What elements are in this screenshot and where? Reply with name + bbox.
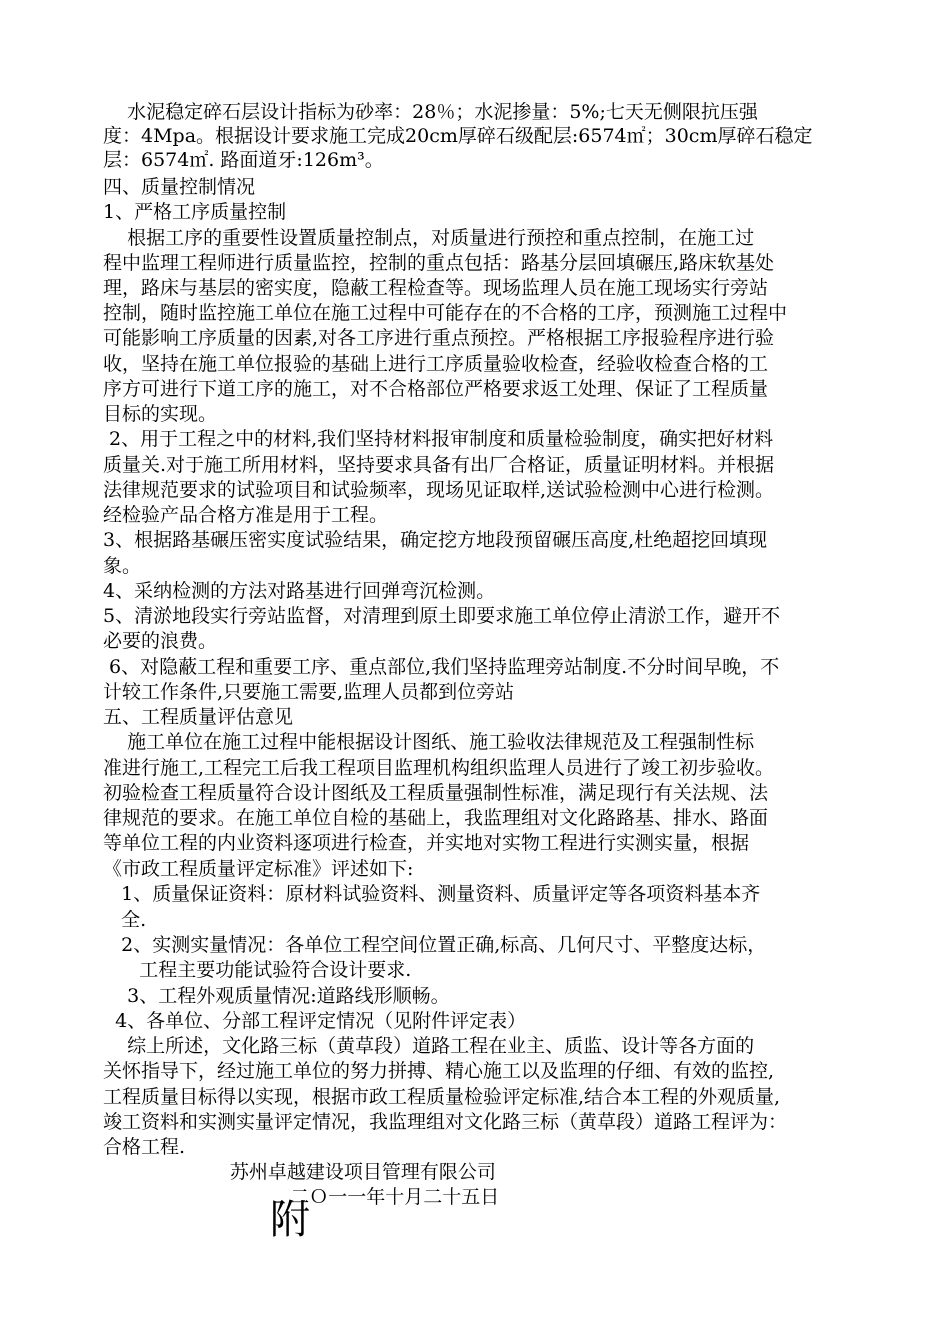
text-line: 2、用于工程之中的材料,我们坚持材料报审制度和质量检验制度，确实把好材料: [103, 428, 774, 450]
text-line: 5、清淤地段实行旁站监督，对清理到原土即要求施工单位停止清淤工作，避开不: [103, 605, 781, 627]
text-line: 程中监理工程师进行质量监控，控制的重点包括：路基分层回填碾压,路床软基处: [103, 252, 775, 274]
text-line: 二Ｏ一一年十月二十五日: [103, 1186, 500, 1208]
text-line: 综上所述，文化路三标（黄草段）道路工程在业主、质监、设计等各方面的: [103, 1035, 755, 1057]
text-line: 工程质量目标得以实现，根据市政工程质量检验评定标准,结合本工程的外观质量,: [103, 1086, 781, 1108]
text-line: 目标的实现。: [103, 403, 218, 425]
text-line: 可能影响工序质量的因素,对各工序进行重点预控。严格根据工序报验程序进行验: [103, 327, 775, 349]
text-line: 序方可进行下道工序的施工，对不合格部位严格要求返工处理、保证了工程质量: [103, 378, 769, 400]
text-line: 3、根据路基碾压密实度试验结果，确定挖方地段预留碾压高度,杜绝超挖回填现: [103, 529, 768, 551]
text-line: 6、对隐蔽工程和重要工序、重点部位,我们坚持监理旁站制度.不分时间早晚，不: [103, 656, 780, 678]
text-line: 准进行施工,工程完工后我工程项目监理机构组织监理人员进行了竣工初步验收。: [103, 757, 775, 779]
text-line: 竣工资料和实测实量评定情况，我监理组对文化路三标（黄草段）道路工程评为：: [103, 1111, 788, 1133]
text-line: 控制，随时监控施工单位在施工过程中可能存在的不合格的工序，预测施工过程中: [103, 302, 788, 324]
text-line: 4、各单位、分部工程评定情况（见附件评定表）: [103, 1010, 527, 1032]
text-line: 层：6574㎡. 路面道牙:126m³。: [103, 149, 384, 171]
text-line: 律规范的要求。在施工单位自检的基础上，我监理组对文化路路基、排水、路面: [103, 807, 769, 829]
text-line: 关怀指导下，经过施工单位的努力拼搏、精心施工以及监理的仔细、有效的监控,: [103, 1060, 775, 1082]
text-line: 工程主要功能试验符合设计要求.: [103, 959, 412, 981]
text-line: 象。: [103, 555, 142, 577]
text-line: 《市政工程质量评定标准》评述如下:: [103, 858, 414, 880]
text-line: 理，路床与基层的密实度，隐蔽工程检查等。现场监理人员在施工现场实行旁站: [103, 277, 769, 299]
attachment-heading: 附: [270, 1197, 310, 1243]
text-line: 全.: [103, 909, 147, 931]
text-line: 4、采纳检测的方法对路基进行回弹弯沉检测。: [103, 580, 496, 602]
text-line: 2、实测实量情况：各单位工程空间位置正确,标高、几何尺寸、平整度达标，: [103, 934, 767, 956]
text-line: 1、严格工序质量控制: [103, 201, 287, 223]
text-line: 度：4Mpa。根据设计要求施工完成20cm厚碎石级配层:6574㎡；30cm厚碎石稳定: [103, 125, 813, 147]
text-line: 计较工作条件,只要施工需要,监理人员都到位旁站: [103, 681, 515, 703]
text-line: 质量关.对于施工所用材料，坚持要求具备有出厂合格证，质量证明材料。并根据: [103, 454, 775, 476]
text-line: 3、工程外观质量情况:道路线形顺畅。: [103, 985, 450, 1007]
text-line: 等单位工程的内业资料逐项进行检查，并实地对实物工程进行实测实量，根据: [103, 832, 750, 854]
text-line: 1、质量保证资料：原材料试验资料、测量资料、质量评定等各项资料基本齐: [103, 883, 761, 905]
text-line: 法律规范要求的试验项目和试验频率，现场见证取样,送试验检测中心进行检测。: [103, 479, 775, 501]
text-line: 根据工序的重要性设置质量控制点，对质量进行预控和重点控制，在施工过: [103, 227, 755, 249]
text-line: 必要的浪费。: [103, 630, 218, 652]
text-line: 初验检查工程质量符合设计图纸及工程质量强制性标准，满足现行有关法规、法: [103, 782, 769, 804]
text-line: 四、质量控制情况: [103, 176, 256, 198]
text-line: 水泥稳定碎石层设计指标为砂率：28％；水泥掺量：5%;七天无侧限抗压强: [103, 101, 758, 123]
text-line: 收，坚持在施工单位报验的基础上进行工序质量验收检查，经验收检查合格的工: [103, 353, 769, 375]
text-line: 施工单位在施工过程中能根据设计图纸、施工验收法律规范及工程强制性标: [103, 731, 755, 753]
text-line: 合格工程.: [103, 1136, 186, 1158]
text-line: 经检验产品合格方准是用于工程。: [103, 504, 389, 526]
text-line: 苏州卓越建设项目管理有限公司: [103, 1161, 496, 1183]
text-line: 五、工程质量评估意见: [103, 706, 294, 728]
